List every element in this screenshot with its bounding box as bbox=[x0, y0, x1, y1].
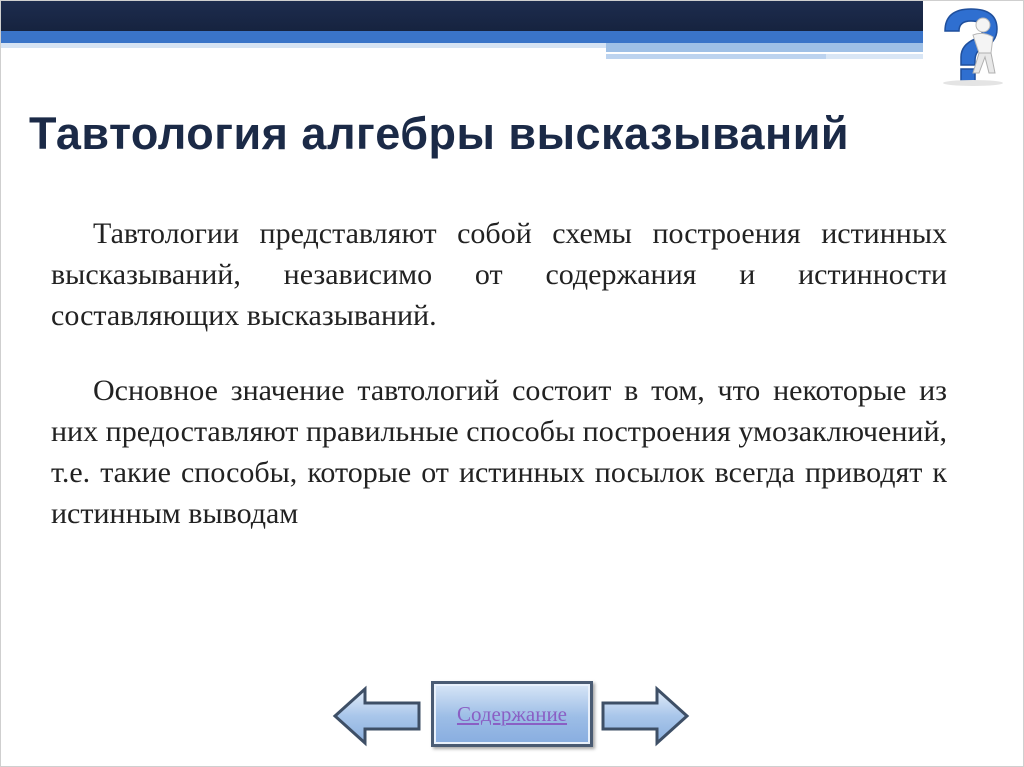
question-mark-logo-icon bbox=[923, 1, 1023, 87]
header-bar-blue bbox=[1, 31, 923, 43]
slide-body bbox=[51, 213, 947, 534]
header-bar-light bbox=[606, 54, 826, 59]
header-bar-light bbox=[1, 43, 606, 48]
paragraph-tautology-definition: Тавтологии представляют собой схемы построения истинных высказываний, независимо от содержания и истинности составляющих высказываний. bbox=[51, 217, 947, 332]
navigation-bar bbox=[331, 681, 691, 751]
contents-link[interactable]: Содержание bbox=[456, 701, 568, 726]
arrow-left-icon[interactable] bbox=[331, 685, 423, 747]
header-bar-light bbox=[606, 43, 923, 52]
slide-title: Тавтология алгебры высказываний bbox=[29, 108, 850, 159]
paragraph-tautology-meaning: Основное значение тавтологий состоит в том, что некоторые из них предоставляют правильные способы построения умозаключений, т.е. такие способы, которые от истинных посылок всегда приводят к истинным выводам bbox=[51, 374, 947, 530]
header-bar-dark bbox=[1, 1, 923, 31]
arrow-right-icon[interactable] bbox=[599, 685, 691, 747]
contents-button[interactable] bbox=[431, 681, 593, 747]
header-bar-light bbox=[826, 54, 923, 59]
